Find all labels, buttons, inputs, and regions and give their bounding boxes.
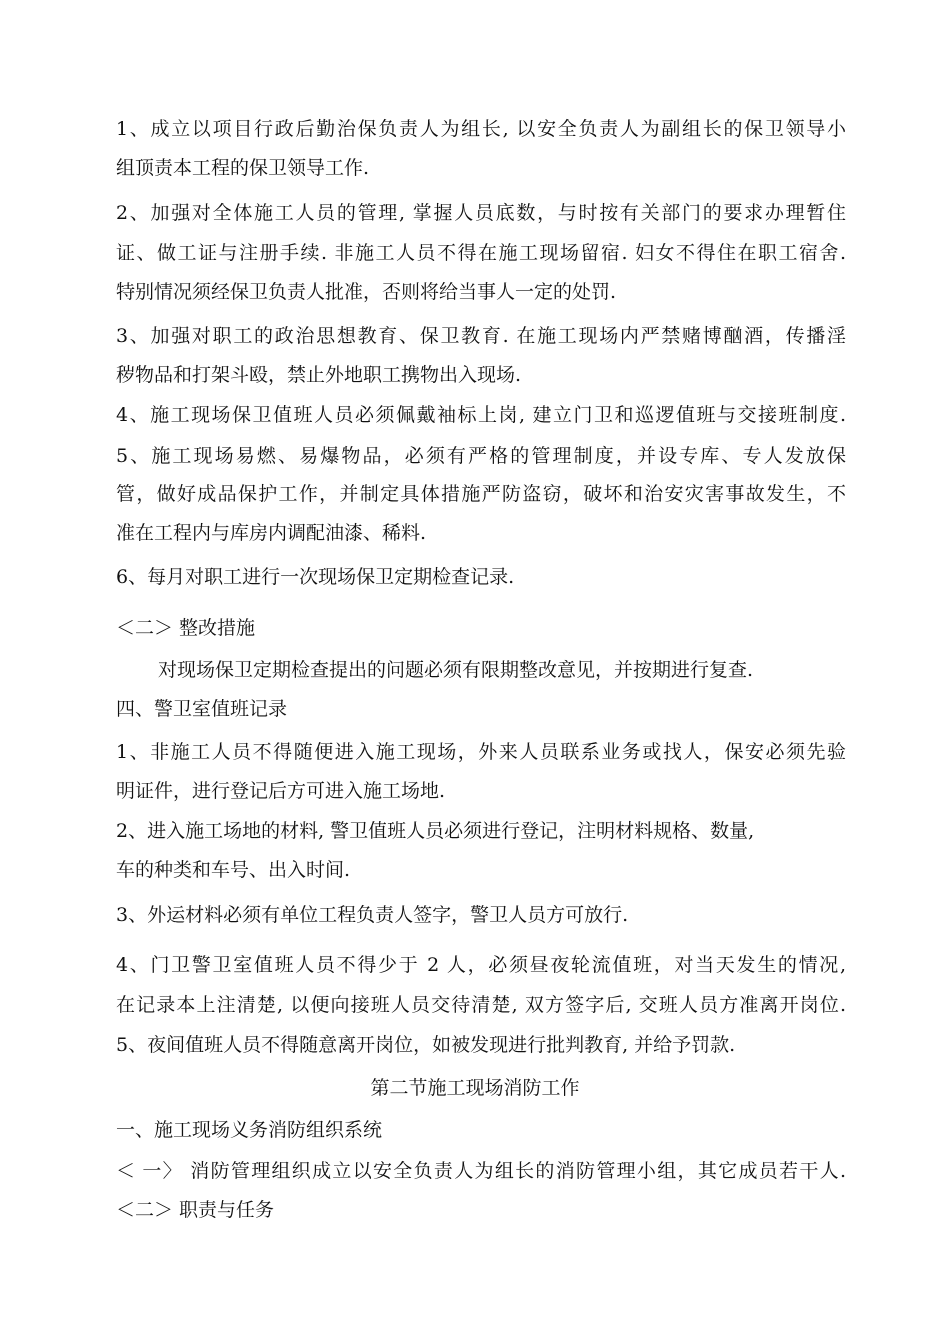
- text-line-23: 5、夜间值班人员不得随意离开岗位，如被发现进行批判教育, 并给予罚款.: [116, 1034, 736, 1056]
- section-heading-rectification: ＜二＞ 整改措施: [116, 617, 256, 639]
- text-line-17: 明证件，进行登记后方可进入施工场地.: [116, 780, 446, 802]
- text-line-7: 秽物品和打架斗殴，禁止外地职工携物出入现场.: [116, 364, 522, 386]
- chapter-heading-fire-safety: 第二节施工现场消防工作: [370, 1077, 580, 1099]
- text-line-16: 1、非施工人员不得随便进入施工现场，外来人员联系业务或找人，保安必须先验: [116, 741, 846, 763]
- text-line-6: 3、加强对职工的政治思想教育、保卫教育. 在施工现场内严禁赌博酗酒，传播淫: [116, 325, 846, 347]
- text-line-26: ＜ 一〉 消防管理组织成立以安全负责人为组长的消防管理小组，其它成员若干人.: [116, 1160, 846, 1182]
- text-line-10: 管，做好成品保护工作，并制定具体措施严防盗窃，破坏和治安灾害事故发生，不: [116, 483, 846, 505]
- text-line-2: 组顶责本工程的保卫领导工作.: [116, 157, 370, 179]
- section-heading-duties: ＜二＞ 职责与任务: [116, 1199, 275, 1221]
- text-line-12: 6、每月对职工进行一次现场保卫定期检查记录.: [116, 566, 515, 588]
- text-line-21: 4、门卫警卫室值班人员不得少于 2 人，必须昼夜轮流值班，对当天发生的情况,: [116, 954, 846, 976]
- text-line-19: 车的种类和车号、出入时间.: [116, 859, 351, 881]
- text-line-4: 证、做工证与注册手续. 非施工人员不得在施工现场留宿. 妇女不得住在职工宿舍.: [116, 242, 846, 264]
- text-line-5: 特别情况须经保卫负责人批准，否则将给当事人一定的处罚.: [116, 281, 617, 303]
- text-line-9: 5、施工现场易燃、易爆物品，必须有严格的管理制度，并设专库、专人发放保: [116, 445, 846, 467]
- section-heading-guard-log: 四、警卫室值班记录: [116, 698, 288, 720]
- text-line-18: 2、进入施工场地的材料, 警卫值班人员必须进行登记，注明材料规格、数量,: [116, 820, 755, 842]
- text-line-14: 对现场保卫定期检查提出的问题必须有限期整改意见，并按期进行复查.: [158, 659, 754, 681]
- text-line-1: 1、成立以项目行政后勤治保负责人为组长, 以安全负责人为副组长的保卫领导小: [116, 118, 846, 140]
- text-line-20: 3、外运材料必须有单位工程负责人签字，警卫人员方可放行.: [116, 904, 629, 926]
- text-line-11: 准在工程内与库房内调配油漆、稀料.: [116, 522, 427, 544]
- text-line-22: 在记录本上注清楚, 以便向接班人员交待清楚, 双方签字后, 交班人员方准离开岗位.: [116, 994, 846, 1016]
- section-heading-fire-org: 一、施工现场义务消防组织系统: [116, 1119, 383, 1141]
- text-line-3: 2、加强对全体施工人员的管理, 掌握人员底数，与时按有关部门的要求办理暂住: [116, 202, 846, 224]
- text-line-8: 4、施工现场保卫值班人员必须佩戴袖标上岗, 建立门卫和巡逻值班与交接班制度.: [116, 404, 846, 426]
